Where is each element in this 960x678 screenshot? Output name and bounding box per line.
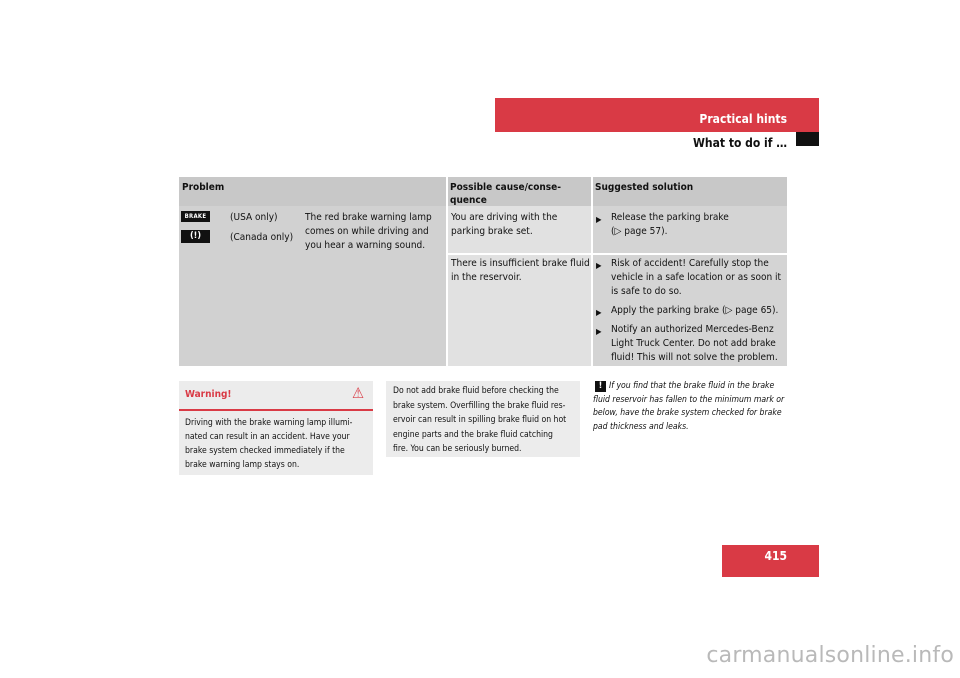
warning-divider [179, 409, 373, 411]
note-text: If you find that the brake fluid in the brake fluid reservoir has fallen to the minimum mark or below, have the brake system checked for brake pad thickness and leaks. [593, 381, 785, 432]
exclamation-icon: ! [595, 381, 606, 392]
brake-lamp-icon: BRAKE [181, 211, 210, 222]
warning-text: Driving with the brake warning lamp illumi- nated can result in an accident. Have your brake system checked immediately if the brake warning lamp stays on. [185, 418, 353, 470]
header-solution: Suggested solution [595, 182, 694, 193]
header-cause-cell [447, 177, 592, 206]
header-solution-cell [592, 177, 787, 206]
cause-text-1: You are driving with the parking brake set. [451, 212, 558, 237]
solution-text-2-1: Risk of accident! Carefully stop the vehicle in a safe location or as soon it is safe to do so. [611, 258, 782, 297]
problem-text: The red brake warning lamp comes on while driving and you hear a warning sound. [305, 212, 432, 251]
bullet-arrow-icon: ▶ [596, 261, 602, 270]
header-marker [796, 132, 819, 146]
header-problem: Problem [182, 182, 225, 193]
subsection-title: What to do if … [693, 136, 787, 150]
canada-only-label: (Canada only) [230, 232, 294, 243]
page-number: 415 [764, 549, 787, 563]
solution-text-2-2: Apply the parking brake (▷ page 65). [611, 305, 779, 316]
bullet-arrow-icon: ▶ [596, 308, 602, 317]
caution-text: Do not add brake fluid before checking the brake system. Overfilling the brake fluid res- ervoir can result in spilling brake fluid on hot engine parts and the brake fluid catching fire. You can be seriously burned. [393, 386, 567, 454]
header-problem-cell [179, 177, 447, 206]
cause-text-2: There is insufficient brake fluid in the reservoir. [451, 258, 590, 283]
usa-only-label: (USA only) [230, 212, 278, 223]
solution-text-2-3: Notify an authorized Mercedes-Benz Light Truck Center. Do not add brake fluid! This will not solve the problem. [611, 324, 778, 363]
bullet-arrow-icon: ▶ [596, 215, 602, 224]
bullet-arrow-icon: ▶ [596, 327, 602, 336]
warning-triangle-icon: ⚠ [352, 384, 365, 402]
column-divider [591, 177, 593, 366]
section-title: Practical hints [699, 112, 787, 126]
header-cause: Possible cause/conse- quence [450, 182, 561, 206]
watermark: carmanualsonline.info [706, 643, 954, 668]
warning-title: Warning! [185, 389, 232, 400]
solution-text-1-1: Release the parking brake (▷ page 57). [611, 212, 729, 237]
column-divider [446, 177, 448, 366]
brake-circle-lamp-icon: (!) [181, 230, 210, 243]
row-divider [447, 253, 787, 255]
